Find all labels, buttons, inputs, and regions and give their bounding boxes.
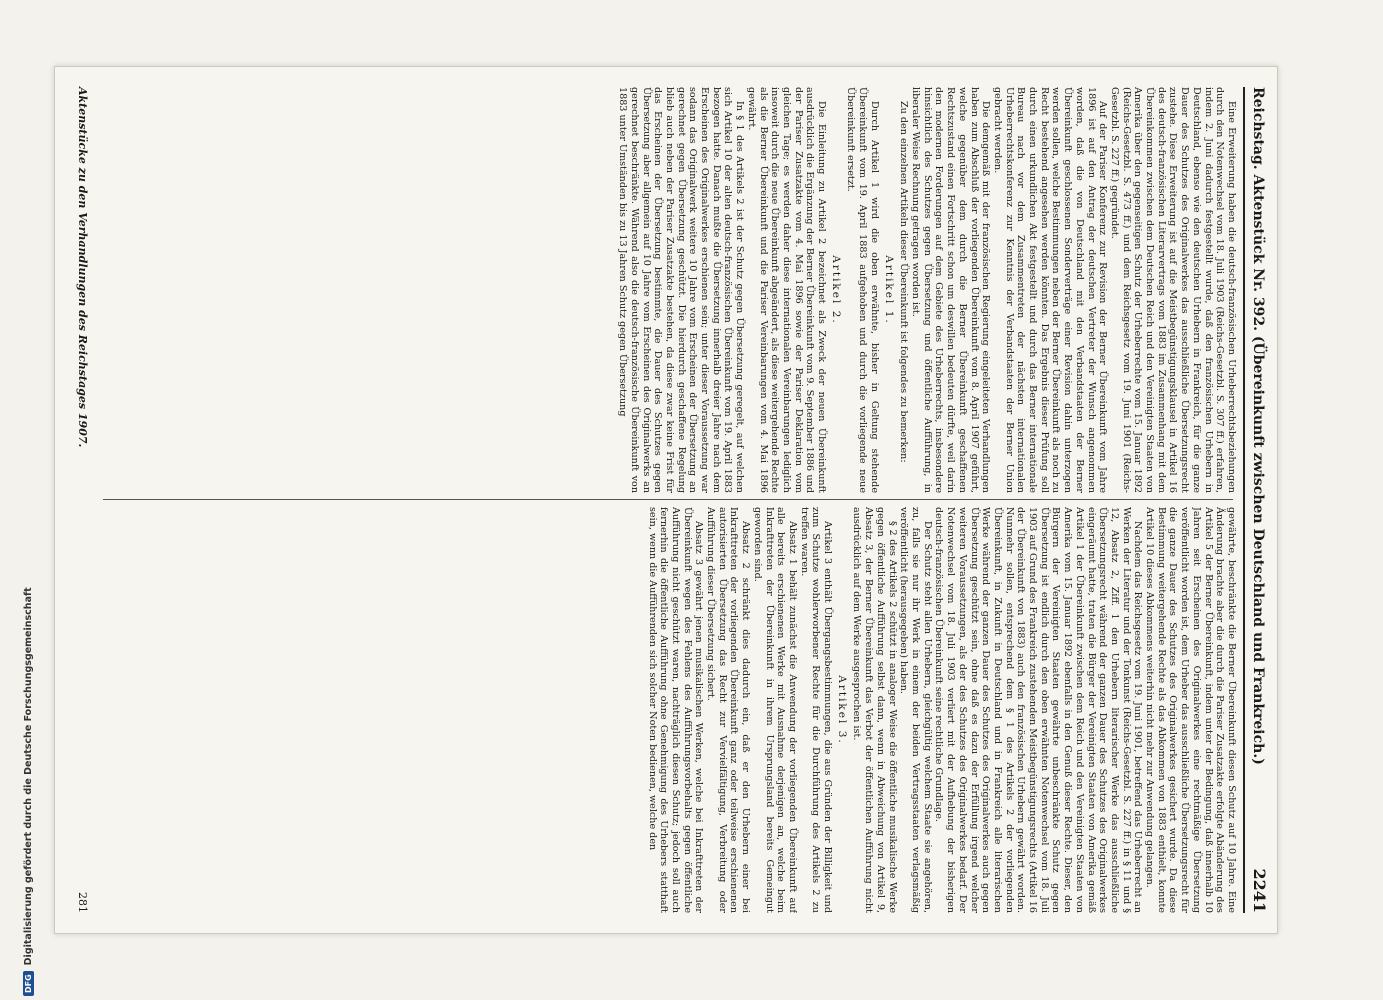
paragraph: Auf der Pariser Konferenz zur Revision der Berner Übereinkunft vom Jahre 1896 ist auf den Antrag der deutschen Vertreter der Wunsch angenommen worden, daß die von Deutschland mit den Verbandstaaten der Berner Übereinkunft geschlossenen Sonderverträge einer Revision dahin unterzogen werden sollen, welche Bestimmungen neben der Berner Übereinkunft als noch zu Recht bestehend angesehen werden könnten. Das Ergebnis dieser Prüfung soll durch einen urkundlichen Akt festgestellt und durch das Berner internationale Bureau nach vor dem Zusammentreten der nächsten internationalen Urheberrechtskonferenz zur Kenntnis der Verbandstaaten der Berner Union gebracht werden. bbox=[991, 87, 1109, 493]
dfg-logo-icon: DFG bbox=[23, 971, 34, 996]
credit-text: Digitalisierung gefördert durch die Deutsche Forschungsgemeinschaft bbox=[22, 587, 34, 966]
paragraph: Zu den einzelnen Artikeln dieser Übereinkunft ist folgendes zu bemerken: bbox=[898, 101, 910, 463]
section-heading: Artikel 3. bbox=[835, 675, 848, 745]
column-divider bbox=[103, 499, 1233, 500]
paragraph: Die demgemäß mit der französischen Regierung eingeleiteten Verhandlungen haben zum Abschluß der vorliegenden Übereinkunft vom 8. April 1907 geführt, welche gegenüber dem durch die Berner Übereinkunft geschaffenen Rechtszustand einen Fortschritt schon um deswillen bedeuten dürfte, weil darin den modernen Forderungen auf dem Gebiete des Urheberrechts, insbesondere hinsichtlich des Schutzes gegen Übersetzung und öffentliche Aufführung, in liberaler Weise Rechnung getragen worden ist. bbox=[910, 87, 992, 493]
footer-signature: Aktenstücke zu den Verhandlungen des Reichstages 1907. bbox=[76, 87, 89, 448]
page-number: 2241 bbox=[1250, 868, 1269, 913]
left-column bbox=[97, 87, 1237, 493]
paragraph: Absatz 1 behält zunächst die Anwendung der vorliegenden Übereinkunft auf alle bereits erschienenen Werke mit Ausnahme derjenigen an, welche beim Inkrafttreten der Übereinkunft in ihrem Ursprungsland bereits Gemeingut geworden sind. bbox=[751, 507, 798, 913]
running-title: Reichstag. Aktenstück Nr. 392. (Übereinkunft zwischen Deutschland und Frankreich.) bbox=[1250, 87, 1266, 765]
paragraph: gewährte, beschränkte die Berner Übereinkunft diesen Schutz auf 10 Jahre. Eine Änderung brachte aber die durch die Pariser Zusatzakte erfolgte Abänderung des Artikel 5 der Berner Übereinkunft, indem unter der Bedingung, daß innerhalb 10 Jahren seit Erscheinen des Originalwerkes eine rechtmäßige Übersetzung veröffentlicht worden ist, dem Urheber das ausschließliche Übersetzungsrecht für die ganze Dauer des Schutzes des Originalwerkes gesichert wurde. Da diese Bestimmung weitergehende Rechte als das Abkommen von 1883 enthielt, konnte Artikel 10 dieses Abkommens weiterhin nicht mehr zur Anwendung gelangen. bbox=[1144, 507, 1237, 913]
section-heading: Artikel 2. bbox=[829, 255, 842, 325]
signature-number: 281 bbox=[76, 892, 89, 913]
right-column bbox=[97, 507, 1237, 913]
page-footer bbox=[76, 87, 89, 913]
paragraph: Durch Artikel 1 wird die oben erwähnte, bisher in Geltung stehende Übereinkunft vom 19. April 1883 aufgehoben und durch die vorliegende neue Übereinkunft ersetzt. bbox=[845, 87, 880, 493]
page-header bbox=[1243, 87, 1269, 913]
paragraph: Artikel 3 enthält Übergangsbestimmungen, die aus Gründen der Billigkeit und zum Schutze wohlerworbener Rechte für die Durchführung des Artikels 2 zu treffen waren. bbox=[798, 507, 834, 913]
paragraph: § 2 des Artikels 2 schützt in analoger Weise die öffentliche musikalische Werke gegen öffentliche Aufführung selbst dann, wenn in Abweichung von Artikel 9, Absatz 3, der Berner Übereinkunft das Verbot der öffentlichen Aufführung nicht ausdrücklich auf dem Werke ausgesprochen ist. bbox=[851, 507, 898, 913]
digitization-credit bbox=[22, 26, 34, 996]
section-heading: Artikel 1. bbox=[882, 255, 895, 325]
paragraph: Absatz 2 schränkt dies dadurch ein, daß er den Urhebern einer bei Inkrafttreten der vorliegenden Übereinkunft ganz oder teilweise erschienenen autorisierten Übersetzung das Recht zur Vervielfältigung, Verbreitung oder Aufführung dieser Übersetzung sichert. bbox=[705, 507, 752, 913]
paragraph: Absatz 3 gewährt jenen musikalischen Werken, welche bei Inkrafttreten der Übereinkunft wegen des Fehlens des Aufführungsvorbehalts gegen öffentliche Aufführung nicht geschützt waren, nachträglich diesen Schutz; jedoch soll auch fernerhin die öffentliche Aufführung ohne Genehmigung des Urhebers statthaft sein, wenn die Aufführenden sich solcher Noten bedienen, welche den bbox=[646, 507, 705, 913]
paragraph: Eine Erweiterung haben die deutsch-französischen Urheberrechtsbeziehungen durch den Notenwechsel vom 18. Juli 1903 (Reichs-Gesetzbl. S. 307 ff.) erfahren, indem 2. Juni dadurch festgestellt wurde, daß den französischen Urhebern in Deutschland, ebenso wie den deutschen Urhebern in Frankreich, für die ganze Dauer des Schutzes des Originalwerkes das ausschließliche Übersetzungsrecht zustehe. Diese Erweiterung ist auf die Meistbegünstigungsklausel in Artikel 16 des deutsch-französischen Literarvertrags vom 1883 im Zusammenhang mit dem Übereinkommen zwischen dem Deutschen Reich und den Vereinigten Staaten von Amerika über den gegenseitigen Schutz der Urheberrechte vom 15. Januar 1892 (Reichs-Gesetzbl. S. 473 ff.) und dem Reichsgesetz vom 19. Juni 1901 (Reichs-Gesetzbl. S. 227 ff.) gegründet. bbox=[1108, 87, 1237, 493]
paragraph: Nachdem das Reichsgesetz vom 19. Juni 1901, betreffend das Urheberrecht an Werken der Literatur und der Tonkunst (Reichs-Gesetzbl. S. 227 ff.) in § 11 und § 12, Absatz 2, Ziff. 1 den Urhebern literarischer Werke das ausschließliche Übersetzungsrecht während der ganzen Dauer des Schutzes des Originalwerkes eingeräumt hatte, traten die Bürger der Vereinigten Staaten von Amerika gemäß Artikel 1 der Übereinkunft zwischen dem Reich und den Vereinigten Staaten von Amerika vom 15. Januar 1892 ebenfalls in den Genuß dieser Rechte. Dieser, den Bürgern der Vereinigten Staaten gewährte unbeschränkte Schutz gegen Übersetzung ist endlich durch den oben erwähnten Notenwechsel vom 18. Juli 1903 auf Grund des Frankreich zustehenden Meistbegünstigungsrechts (Artikel 16 der Übereinkunft von 1883) auch den französischen Urhebern gewährt worden. Nunmehr sollen, entsprechend dem § 1 des Artikels 2 der vorliegenden Übereinkunft, in Zukunft in Deutschland und in Frankreich alle literarischen Werke während der ganzen Dauer des Schutzes des Originalwerkes auch gegen Übersetzung geschützt sein, ohne daß es dazu der Erfüllung irgend welcher weiteren Voraussetzungen, als der des Schutzes des Originalwerkes bedarf. Der Notenwechsel vom 18. Juli 1903 verliert mit der Aufhebung der bisherigen deutsch-französischen Übereinkunft seine rechtliche Grundlage. bbox=[933, 507, 1144, 913]
rotated-page-content bbox=[55, 67, 1277, 933]
paragraph: In § 1 des Artikels 2 ist der Schutz gegen Übersetzung geregelt, auf welchen sich Artikel 10 der alten deutsch-französischen Übereinkunft vom 19. April 1883 bezogen hatte. Danach mußte die Übersetzung innerhalb dreier Jahre nach dem Erscheinen des Originalwerkes erschienen sein; unter dieser Voraussetzung war sodann das Originalwerk weitere 10 Jahre vom Erscheinen der Übersetzung an gerechnet gegen Übersetzung geschützt. Die hierdurch geschaffene Regelung blieb auch neben der Pariser Zusatzakte bestehen, da diese zwar keine Frist für das Erscheinen der Übersetzung bestimmte, die Dauer des Schutzes gegen Übersetzung aber allgemein auf 10 Jahre vom Erscheinen des Originalwerks an gerechnet beschränkte. Während also die deutsch-französische Übereinkunft von 1883 unter Umständen bis zu 13 Jahren Schutz gegen Übersetzung bbox=[617, 87, 746, 493]
paragraph: Der Schutz steht allen Urhebern, gleichgültig welchem Staate sie angehören, zu, falls sie nur ihr Werk in einem der beiden Vertragsstaaten verlagsmäßig veröffentlicht (herausgegeben) haben. bbox=[898, 507, 933, 913]
document-page bbox=[54, 66, 1278, 934]
paragraph: Die Einleitung zu Artikel 2 bezeichnet als Zweck der neuen Übereinkunft ausdrücklich die Ergänzung der Berner Übereinkunft vom 9. September 1886 und der Pariser Zusatzakte vom 4. Mai 1896 sowie der Pariser Deklaration vom gleichen Tage; es werden daher diese internationalen Vereinbarungen lediglich insoweit durch die neue Übereinkunft abgeändert, als diese weitergehende Rechte als die Berner Übereinkunft und die Pariser Vereinbarungen vom 4. Mai 1896 gewährt. bbox=[745, 87, 828, 493]
